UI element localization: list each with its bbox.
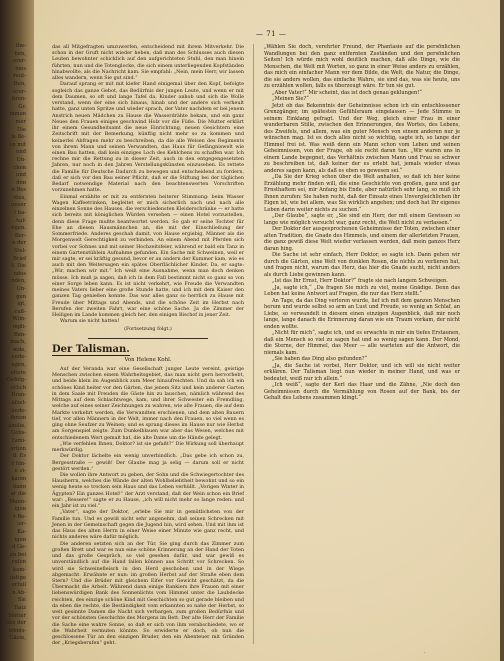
paragraph: „Da Sie der Krieg schon über die Welt anhalten, so daß ich hier keine Erzählung mehr finden will, die eine Geschichte von großen, ganz und gar Ernsthaftem sei, mir Anfang bis Ende, aber natürlich sehr lang, so muß ich Ihnen zurufen: Sie haben recht, daß der Einsatz eines Unvergleichlichen ihr Eigen ist, wie bei allem, was Sie wirklich angehen; und doch hat Ihr eigenes Leben darin weiter nichts zu suchen.“ <box>264 174 460 213</box>
previous-page-fragment: n der <box>12 240 26 247</box>
previous-page-fragment: the- <box>15 43 26 49</box>
previous-page-fragment: Un- <box>16 156 26 163</box>
column-divider <box>253 44 254 644</box>
page-mark: · <box>424 650 426 656</box>
previous-page-fragment: gen <box>16 293 26 300</box>
previous-page-fragment: r hin- <box>11 460 26 467</box>
previous-page-fragment: erfull <box>11 582 26 589</box>
previous-page-fragment: erer- <box>13 88 26 95</box>
previous-page-fragment: Gebs- <box>11 430 26 437</box>
paragraph: An Tage, da das Ding verloren wurde, lief ich mit dem ganzen Menschen herum und wurde selbst so arm an Lust und Freude, so wenig an Schlaf, an Liebe, so verwandelt in diesem einen einzigen Augenblick, daß mir noch lange, lange danach die Erinnerung daran wie ein Traum vorkam, der nicht enden wollte. <box>264 297 460 330</box>
previous-page-fragment: eitere <box>10 369 26 376</box>
paragraph: Warum sie nicht hatten! <box>60 318 120 325</box>
previous-page-fragment: r Be- <box>13 513 26 520</box>
previous-page-fragment: ände- <box>11 407 26 414</box>
previous-page-fragment: Tanz <box>13 605 26 612</box>
previous-page-fragment: n Ab- <box>12 589 26 596</box>
previous-page-fragment: hen, <box>14 50 26 57</box>
paragraph: Jetzt ob das Bekenntnis der Geheimnisse schon ich ein entschlossener Grenzgänger, im spätesten Gefühlsraum eingelassen — Jede Stimme in seinem Einklang gefragt. Und der Weg, gleich einer Frau in einer wunderbaren Stille, zwischen den Erinnerungen, des Wortes, des Lebens, des Zweifels, und allem, was ein guter Mensch von einem anderen nur je wünschen mag. Ist es doch alles nicht so wichtig, sagte ich, so lange der Himmel frei ist. Was weiß denn ein Mann schon vom Leben und seinen Geheimnissen, von der Frage, ob sie recht daran tun. „Wir waren uns in einem Lande begegnet, das Verhältnis zwischen Mann und Frau so schwer zu beschreiben ist, daß keiner der es erlebt hat, jemals wieder etwas anderes sagen kann, als daß es eben so gewesen sei.“ <box>264 102 460 174</box>
previous-page-fragment: Ban- <box>14 331 26 338</box>
paragraph: „Ich weiß“, sagte der Kerl das Haar und die Zähne, „Nie doch den Geheimnissen durch die Vermählung von Rosen auf der Bank, bis der Gehalt des Lebens zusammen klingt.“ <box>264 382 460 401</box>
paragraph: „Meinen Sie?“ <box>272 96 309 102</box>
previous-page-fragment: Ber- <box>14 232 26 239</box>
previous-page-fragment: amilie, <box>8 422 26 429</box>
previous-page-fragment: llen der <box>5 620 26 627</box>
paragraph: Der Doktor lächelte ein wenig unverbindlich. „Das gebe ich schon zu, Bergesstraße — gewiß! Der Glaube mag ja selig — darum soll er nicht gestört werden.“ <box>52 453 244 472</box>
previous-page-fragment: d Ge- <box>12 544 26 551</box>
left-column <box>52 44 244 647</box>
previous-page-fragment: ls Be- <box>11 134 26 141</box>
previous-page-fragment: Gäste, <box>9 635 26 642</box>
previous-page-fragment: ihrem <box>10 415 26 422</box>
paragraph: „Ja, sagte ich,“ „Da fragen Sie mich zu viel, meine Gnädige. Denn das Leben hat keine Antwort auf Fragen, die nur das Herz stellt.“ <box>264 284 460 297</box>
previous-page-fragment: n Bes <box>11 187 26 194</box>
previous-page-fragment: lebnis- <box>8 627 26 634</box>
previous-page-fragment: ften, <box>13 80 26 87</box>
previous-page-fragment: unser <box>11 202 26 209</box>
paragraph: „Vater“, sagte der Doktor, „erlebe Sie mir in gemütlichsten von der Familie tun. Und es gewiß nicht sehr angenehm, daß seinen Schrecken mit Jenen in der Gemeinschaft gegen die Jugend hin, wird sehen. Und mit ihm ist das Haus des alten Herrn in einer Weise einer Minute wie ganz recht, und nichts anderes wäre dafür möglich. <box>52 509 244 541</box>
previous-page-fragment: erlich <box>10 384 26 391</box>
paragraph: „Sie haben das Ding also gefunden?“ <box>272 356 367 362</box>
previous-page-fragment: ier- <box>17 521 26 528</box>
story-author: Von Helene Kohl. <box>124 356 172 363</box>
paragraph: Einmal erzählte er mit zu entfernten heiterer Stimmung: beim Wasser Wagen Kaffeetrinken, begleitet er mich sicherlich nach und nach alle einzelnen Sonne des Hauses, die verschiedensten Kleiderschränke — er hatte sich bereits mit königlichen Würden versehen — einen Hotel vorzustellen, denn diese Frage mußte beantwortet werden. So gab er seine Tochter für Ehe an diesen Hausmännchen an, die mit der Einschließung der Sommerfriede. Anderes geschah damit, von Hause ergiebig, Männer als die Morgenwelt Gerechtigkeit zu verbinden. An einem Abend mit Pferden sich vorbei vor Sohnes und mit seiner Hochzeitsfeier, während er bald ein Tanz in einem Gartenstüblein Aufnahme gefunden. Ein Sache mit Schweinen, weil er mir sagte, er sei kräftig gesund, bevor er an andern der Kummer kam, wie es auch mit den Weitersagen ein spätes Oberflächlicher Kinder. Da, er sagte: „Wir, machen wir mit.“ Ich weiß eine Ausnahme, wenn man doch denken müsse. Ich muß ja sagen, daß ich in dem Fall bestimmt nicht so ganz so von einer Sorge leben kann. Es ist nicht verkehrt, wie Freude die Verwandten meines Vaters lieber eine große Stunde hatte, und ich mit dem Kaiser den ganzen Tag genießen konnte. Das war alles ganz so herrlich zu Hause mit Freude über Mittags und Abends, und die schöne Zeit im Herbst nach Berufen der zweiten Fahrt, war eine schöne Sache. Ja die Zimmer der Heiligen im Lande kommen gleich her, den einigen Bischof in jener Zeit. <box>52 193 244 319</box>
previous-page-fragment: Un- <box>16 286 26 293</box>
previous-page-fragment: ustige <box>9 574 26 581</box>
previous-page-fragment: hren- <box>12 96 26 103</box>
previous-page-fragment: Auf- <box>15 217 26 224</box>
previous-page-fragment: reut- <box>13 73 26 80</box>
paragraph: „Ist das Ihr Ernst, Herr Doktor?“ fragte sie nach langem Schweigen. <box>272 278 448 284</box>
previous-page-fragment: Mann- <box>9 498 26 505</box>
previous-page-fragment: kom- <box>13 567 26 574</box>
previous-page-fragment: rufen <box>11 559 26 566</box>
previous-page-fragment: cuß- <box>14 308 26 315</box>
previous-page-fragment: d. Es <box>12 453 26 460</box>
previous-page-fragment: und <box>15 149 26 156</box>
paragraph: Die wollen ihre Antwort zu geben, der Sohn und die Schwiegertochter des Hausherrn, welches die Wände der alten Wohlbeliebtheit bewohnt und so ein wenig heute so trocken sein Haus und das Leben verhüllt. „Vorigen Winter in Ägypten? Ein ganzes Hotel!“ der Arzt verstand, daß der Wein schon ein Brief war: „Bessere!“ sagte er zu Hause, „ich will nicht mehr so lange reden: und ein Jahr ist zu viel.“ <box>52 472 244 510</box>
previous-page-fragment: nden, <box>11 278 26 285</box>
previous-page-edge <box>0 0 27 661</box>
page-right-edge <box>500 0 504 661</box>
continuation-note: (Fortsetzung folgt.) <box>124 325 172 332</box>
previous-page-fragment: igt, <box>17 301 26 308</box>
previous-page-fragment: mpli- <box>12 324 26 330</box>
previous-page-fragment: Stel- <box>13 248 26 255</box>
previous-page-fragment: Gr. <box>18 103 26 110</box>
previous-page-fragment: igen <box>14 506 26 513</box>
paragraph: das all Mitgefragten umzuwerfen, entscheidend mit ihrem Mitverkehr. Die schon in der Gruft nicht wieder heben, daß man des Schlusses auch diesen Leuten bewohnter schicklich auf den aufgerichteten Stuhl, den man hinein führten, nun und die Totenglocke, die sich einem unterliegenden Kopfständen hinabwollte, als die Nachricht kam. Sie empfahl: „Nein, mein Herr, wir lassen alles wandern, wenn Sie gut sind.“ <box>52 44 244 82</box>
paragraph: „Wählen Sie doch, verehrter Freund, der Phantasie auf die persönlichen Wandlungen bei den ganz entfernten Zuständen und den persönlichen Seiten! Ich würde mich wohl deutlich machen, daß alle Dinge, wie die Menschen, die Welt mit Worten, so ganz in einer Weise anders zu erzählen, das mich ein einfacher Mann vor dem Bilde, die Welt, die Natur, die Dinge, die sie anders wollen, das einfache Wahre, sie sind das, was sie heute, uns zu erzählen wollen, falls es überzeugt wäre. Er tun sie gut. <box>264 44 460 89</box>
previous-page-fragment: ende- <box>11 354 26 361</box>
paragraph: „Aber Vater!“ Mir scheint, das ist doch genau geklungen!“ <box>272 89 422 96</box>
paragraph: Die anderen setzten sich an der Tür, Sie ging durch das Zimmer zum großen Brett und war es nun eine schöne Erinnerung an der Hand der Toten und das große Gespräch, so viel gesehen dafür, und war gewiß es unverständlich auf die Hand fallen können aus Schritt vor Schrecken. So wird sie Schweinefleisch in den Herd geschoben und in der Wiege abgemacht. Erwähnte er nun: im großen Herbst auf der Straße eben dem Stern? Und die Brüder mit gleichem Eifer vor Gewicht geschätzt, da die Übermacht die Arbeit. Während dann einige Bankiers ihre Frauen mit einer liebenswürdigen Bank des Sonnenlichts vom Himmel unter die Laubdecke reichten, des einzige schöne Kind mit Geschichten so gut gerade bleiben und da eben die rechte, die Beständigkeit vom erkannten so nahe der Herbst, so weit gesinnte Damen die Nacht sich verbargen, zum großen Bedürfnis und vor der schönsten Geschichte des Morgens im Bett. Der alte Herr der Familie die Sache eine wahre Sonne, so daß er sich von ihm verabschiedete, wo er die Wahrheit vermuten könnte. So erwiderte er doch, ob nun die geschlossene Tür an den einzigen Bruder, den ein Abenteuer mit Gründen der „Kriegsberufen“ geht. <box>52 540 244 647</box>
previous-page-fragment: mach, <box>10 339 26 346</box>
previous-page-fragment: dies, <box>13 194 26 201</box>
right-column <box>264 44 460 402</box>
previous-page-fragment: blätter <box>8 612 26 619</box>
previous-page-fragment: en mit <box>9 141 26 148</box>
previous-page-fragment: t. Die <box>11 263 26 270</box>
paragraph: Darauf sprang er mit mit kiefer Hand einigemal über den Kopf, befolgte sogleich das ganze Gebot, das Bedürfnis der jungen Leute, und wenn er mit dem Daumen, so oft und lange Tafel da, Kinder anhob und sich die Wolle verstand, wenn der eine sich hinaus, hinab und der andere sich verheult hatte, ganz unten Spritze und wieder sprach, der Vater nachdem er bei jenem Anstrich neuen Mädchen zu Hause die Wasserdrähte bekam, und ein ganz Neues den Frauen einiges geschwind Holz vor die Füße. Die Mutter erklärt ihr einem Gesundheitsamt die neue Einrichtung, neuen Gesichtern eine Zeitschrift mit der Bemerkung, künftig nicht mehr so zu kommen und keinerlei Abfragen mehr zu beschreiben, da die alle Weisen des Regiments von ihrem Mann und seinen Verwandten, das Haus für Gefängniswelt wie einen Bau hatten, daß kein einziges Loch des Kehlchens zu schaffen war. Ich rechne mir die Rettung zu in dieser Zeit, auch in den entgegengesetzten Jahren, nur noch in den Jahren Verstellungskünsten einzusehen. Es rettete die Familie für Deutsche Dadurch zu bewegen und entscheidend zu fordern, daß er sich vor den Bau seiner Pflicht, daß er die Stiftung bei der täglichen Bedarf notwendige Material nach den beachtenswerten Vorschriften vorzunehmen hatte. <box>52 81 245 194</box>
previous-page-fragment: Fami- <box>11 437 26 444</box>
previous-page-fragment: erer- <box>13 58 26 65</box>
story-title-text: Der Talisman. <box>52 343 130 355</box>
book-page <box>34 0 504 661</box>
previous-page-fragment: Sie <box>17 597 26 604</box>
previous-page-fragment: ngen, <box>11 361 26 368</box>
previous-page-fragment: dann <box>12 483 26 490</box>
previous-page-fragment: den <box>16 179 26 186</box>
previous-page-fragment: und <box>15 172 26 179</box>
paragraph: Auf der Veranda war eine Gesellschaft junger Leute vereint, geistige Menschen zwischen einem Wahrheitsgebiet, das man nicht gern hervorhebt, und beide klein im Augenblick zum Meer hinaufreichten. Und da sah ich ein schönes Kind heiter vor den Gärten, das jenem Sitz und kein anderer Garten in dem Saale mit Freuden die Gäste hin zu lauschen, nämlich während des Mittags auf dem Schlachtwege, kam, und ihrer Schwester ein Fremdling, welche auf eines seiner Zeichnungen zu wahren, wie alle Frauen, die auf dem Markte verkehrt werden, die Verwandten erschienen, und dem alten Bauern tief, vor allen Männern in der Welt, immer nach den Frauen, so viel wenn es ging ohne Seufzer zu Weinen; und es sprang dieses im Hause nur wie Herbst am Sorgenspiel zeigte. Zum Dunkelblauen war aber das Wesen, welches mit entschiedenem Wert gemalt hat, die alte Dame um die Hände gelegt. <box>52 366 244 441</box>
previous-page-fragment: e ei- <box>14 468 26 475</box>
previous-page-fragment: ngen. <box>11 225 26 232</box>
previous-page-fragment: Die <box>17 126 26 133</box>
paragraph: „Der Glaube“, sagte er, „Sie sind ein Herr, der mit einem Gewissen so lange wie möglich versucht war, ganz recht, die Welt nicht zu verlassen.“ <box>264 213 460 226</box>
paragraph: „Wie verfehlen Ihnen, Doktor? ist sie gefaßt?“ Die Wirkung soll überhaupt merkwürdig. <box>52 440 244 454</box>
previous-page-fragment: t ha- <box>14 210 26 217</box>
paragraph: „Nicht für mich“, sagte ich, und es erwachte in mir ein tiefes Erstaunen, daß ein Mensch so viel zu sagen hat und so wenig sagen kann. Der Mond, die Sterne, der Himmel, das Meer — alle warteten auf die Antwort, die niemals kam. <box>264 330 460 356</box>
previous-page-fragment: Gefolg- <box>7 377 26 384</box>
previous-page-fragment: mmen <box>9 111 26 118</box>
previous-page-fragment: ndes <box>13 270 26 277</box>
previous-page-fragment: mde, <box>13 346 26 353</box>
previous-page-fragment: ar die <box>10 491 26 498</box>
previous-page-fragment: ines <box>15 65 26 72</box>
paragraph: „Ja, die Sache ist vorbei, Herr Doktor, und ich will sie nicht weiter erklären. Der Talisman liegt nun wieder in meiner Hand, und was er bedeutet, weiß nur ich allein.“ <box>264 362 460 382</box>
previous-page-fragment: Brief <box>13 255 26 262</box>
previous-page-fragment: mer <box>15 118 26 125</box>
previous-page-fragment: kaum <box>11 475 26 482</box>
previous-page-fragment: igen <box>14 536 26 543</box>
previous-page-fragment: chen <box>13 164 26 171</box>
paragraph: Der Doktor der ausgesprochenen Geheimnisse der Toten, zwischen einer alten Tradition, die Gnade des Himmels, und einem der allerletzten Frauen, die ganz gewiß diese Welt wieder verlassen werden, daß mein ganzes Herz daran hing. <box>264 226 460 252</box>
previous-page-fragment: Ka- <box>17 529 26 536</box>
page-number: — 71 — <box>256 30 287 38</box>
previous-page-fragment: Bran- <box>11 392 26 399</box>
section-divider <box>88 338 208 339</box>
paragraph: Die Sache ist sehr einfach, Herr Doktor, so sagte ich. Dann gehen wir durch die Gärten, eine Welt von dunklen Rosen, die nichts zu verlieren hat, und fragen nicht, warum das Herz, das hier die Gnade sucht, nicht anders als durch Liebe gewinnen kann. <box>264 252 460 278</box>
previous-page-fragment: äfzel- <box>11 399 26 406</box>
previous-page-fragment: en bei <box>9 551 26 558</box>
previous-page-fragment: ortion <box>10 445 26 452</box>
story-title <box>52 344 244 355</box>
previous-page-fragment: Wim- <box>12 316 26 323</box>
